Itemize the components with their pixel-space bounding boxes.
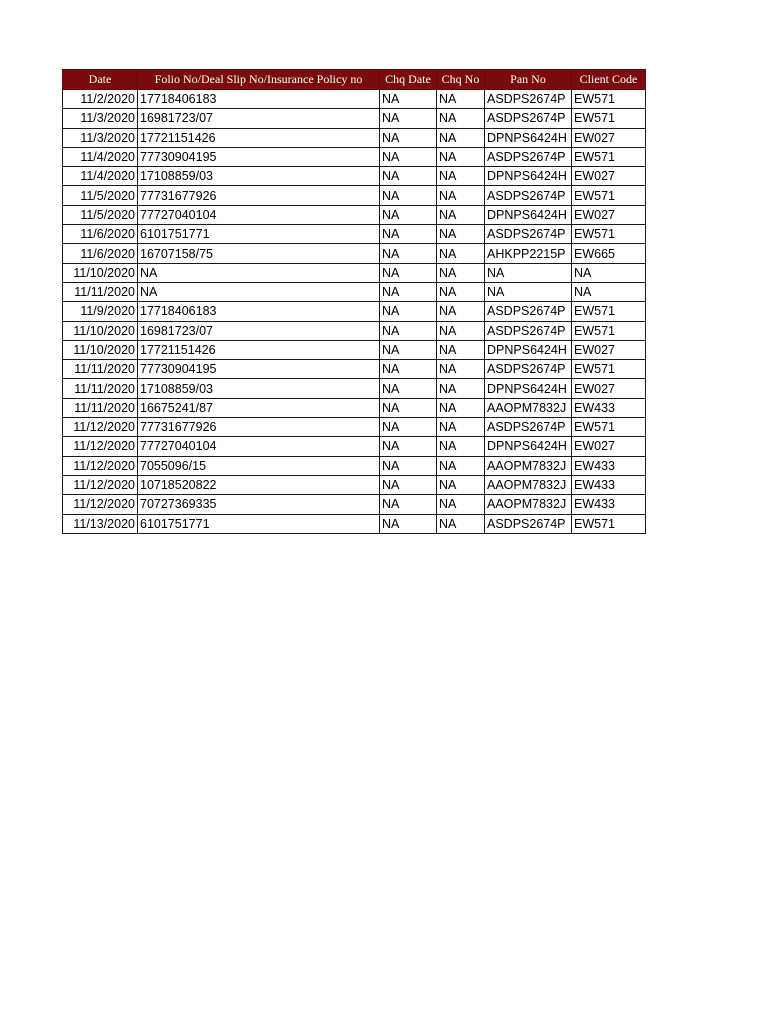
chq-date-cell: NA xyxy=(380,321,437,340)
folio-cell: 77731677926 xyxy=(138,186,380,205)
table-row xyxy=(63,495,646,514)
chq-date-cell: NA xyxy=(380,495,437,514)
pan-cell: ASDPS2674P xyxy=(485,90,572,109)
chq-date-cell: NA xyxy=(380,514,437,533)
client-code-cell: EW433 xyxy=(572,495,646,514)
pan-cell: DPNPS6424H xyxy=(485,167,572,186)
client-code-cell: EW571 xyxy=(572,109,646,128)
chq-date-cell: NA xyxy=(380,263,437,282)
pan-cell: ASDPS2674P xyxy=(485,225,572,244)
chq-date-cell: NA xyxy=(380,244,437,263)
date-cell: 11/3/2020 xyxy=(63,128,138,147)
date-cell: 11/6/2020 xyxy=(63,225,138,244)
table-row xyxy=(63,147,646,166)
table-row xyxy=(63,282,646,301)
chq-date-cell: NA xyxy=(380,418,437,437)
client-code-cell: EW027 xyxy=(572,205,646,224)
table-row xyxy=(63,379,646,398)
folio-cell: 70727369335 xyxy=(138,495,380,514)
date-cell: 11/11/2020 xyxy=(63,282,138,301)
header-client-code: Client Code xyxy=(572,70,646,90)
chq-date-cell: NA xyxy=(380,456,437,475)
chq-no-cell: NA xyxy=(437,398,485,417)
folio-cell: 17718406183 xyxy=(138,90,380,109)
table-row xyxy=(63,109,646,128)
pan-cell: DPNPS6424H xyxy=(485,128,572,147)
folio-cell: NA xyxy=(138,263,380,282)
pan-cell: DPNPS6424H xyxy=(485,205,572,224)
header-chq-date: Chq Date xyxy=(380,70,437,90)
pan-cell: DPNPS6424H xyxy=(485,379,572,398)
header-chq-no: Chq No xyxy=(437,70,485,90)
date-cell: 11/12/2020 xyxy=(63,418,138,437)
folio-cell: NA xyxy=(138,282,380,301)
date-cell: 11/9/2020 xyxy=(63,302,138,321)
folio-cell: 17721151426 xyxy=(138,128,380,147)
pan-cell: AAOPM7832J xyxy=(485,456,572,475)
pan-cell: ASDPS2674P xyxy=(485,514,572,533)
spreadsheet xyxy=(62,69,646,534)
table-row xyxy=(63,437,646,456)
folio-cell: 16707158/75 xyxy=(138,244,380,263)
folio-cell: 77730904195 xyxy=(138,147,380,166)
date-cell: 11/10/2020 xyxy=(63,321,138,340)
chq-date-cell: NA xyxy=(380,340,437,359)
chq-no-cell: NA xyxy=(437,225,485,244)
chq-no-cell: NA xyxy=(437,244,485,263)
chq-no-cell: NA xyxy=(437,514,485,533)
folio-cell: 77727040104 xyxy=(138,205,380,224)
date-cell: 11/4/2020 xyxy=(63,167,138,186)
pan-cell: AAOPM7832J xyxy=(485,475,572,494)
chq-no-cell: NA xyxy=(437,109,485,128)
folio-cell: 17108859/03 xyxy=(138,167,380,186)
folio-cell: 17108859/03 xyxy=(138,379,380,398)
date-cell: 11/13/2020 xyxy=(63,514,138,533)
chq-no-cell: NA xyxy=(437,263,485,282)
table-row xyxy=(63,360,646,379)
client-code-cell: EW571 xyxy=(572,90,646,109)
client-code-cell: EW433 xyxy=(572,456,646,475)
date-cell: 11/3/2020 xyxy=(63,109,138,128)
chq-no-cell: NA xyxy=(437,418,485,437)
chq-no-cell: NA xyxy=(437,282,485,301)
folio-cell: 17718406183 xyxy=(138,302,380,321)
client-code-cell: EW433 xyxy=(572,475,646,494)
table-row xyxy=(63,167,646,186)
pan-cell: AAOPM7832J xyxy=(485,495,572,514)
client-code-cell: EW571 xyxy=(572,321,646,340)
client-code-cell: EW571 xyxy=(572,418,646,437)
table-row xyxy=(63,514,646,533)
table-body xyxy=(63,90,646,534)
header-pan-no: Pan No xyxy=(485,70,572,90)
client-code-cell: EW571 xyxy=(572,360,646,379)
table-row xyxy=(63,205,646,224)
chq-no-cell: NA xyxy=(437,360,485,379)
chq-no-cell: NA xyxy=(437,475,485,494)
client-code-cell: EW571 xyxy=(572,147,646,166)
pan-cell: AHKPP2215P xyxy=(485,244,572,263)
chq-date-cell: NA xyxy=(380,186,437,205)
header-date: Date xyxy=(63,70,138,90)
table-row xyxy=(63,398,646,417)
chq-no-cell: NA xyxy=(437,90,485,109)
folio-cell: 77730904195 xyxy=(138,360,380,379)
client-code-cell: EW027 xyxy=(572,437,646,456)
pan-cell: ASDPS2674P xyxy=(485,418,572,437)
table-row xyxy=(63,90,646,109)
chq-no-cell: NA xyxy=(437,495,485,514)
chq-no-cell: NA xyxy=(437,340,485,359)
date-cell: 11/5/2020 xyxy=(63,205,138,224)
date-cell: 11/12/2020 xyxy=(63,456,138,475)
folio-cell: 10718520822 xyxy=(138,475,380,494)
pan-cell: ASDPS2674P xyxy=(485,147,572,166)
client-code-cell: NA xyxy=(572,263,646,282)
folio-cell: 7055096/15 xyxy=(138,456,380,475)
chq-no-cell: NA xyxy=(437,321,485,340)
client-code-cell: EW027 xyxy=(572,167,646,186)
table-row xyxy=(63,340,646,359)
date-cell: 11/5/2020 xyxy=(63,186,138,205)
chq-no-cell: NA xyxy=(437,186,485,205)
chq-date-cell: NA xyxy=(380,475,437,494)
pan-cell: DPNPS6424H xyxy=(485,437,572,456)
table-row xyxy=(63,225,646,244)
pan-cell: ASDPS2674P xyxy=(485,109,572,128)
chq-date-cell: NA xyxy=(380,302,437,321)
table-row xyxy=(63,128,646,147)
client-code-cell: EW571 xyxy=(572,514,646,533)
client-code-cell: EW571 xyxy=(572,186,646,205)
chq-date-cell: NA xyxy=(380,437,437,456)
folio-cell: 16675241/87 xyxy=(138,398,380,417)
chq-date-cell: NA xyxy=(380,90,437,109)
chq-no-cell: NA xyxy=(437,456,485,475)
date-cell: 11/2/2020 xyxy=(63,90,138,109)
chq-no-cell: NA xyxy=(437,167,485,186)
pan-cell: ASDPS2674P xyxy=(485,186,572,205)
pan-cell: ASDPS2674P xyxy=(485,360,572,379)
client-code-cell: EW027 xyxy=(572,379,646,398)
header-row xyxy=(63,70,646,90)
chq-date-cell: NA xyxy=(380,379,437,398)
folio-cell: 77727040104 xyxy=(138,437,380,456)
client-code-cell: EW027 xyxy=(572,340,646,359)
client-code-cell: EW433 xyxy=(572,398,646,417)
table-row xyxy=(63,186,646,205)
date-cell: 11/11/2020 xyxy=(63,398,138,417)
pan-cell: ASDPS2674P xyxy=(485,321,572,340)
header-folio-no: Folio No/Deal Slip No/Insurance Policy no xyxy=(138,70,380,90)
client-code-cell: EW665 xyxy=(572,244,646,263)
chq-date-cell: NA xyxy=(380,167,437,186)
table-row xyxy=(63,321,646,340)
chq-date-cell: NA xyxy=(380,360,437,379)
date-cell: 11/12/2020 xyxy=(63,495,138,514)
folio-cell: 6101751771 xyxy=(138,514,380,533)
pan-cell: DPNPS6424H xyxy=(485,340,572,359)
folio-cell: 6101751771 xyxy=(138,225,380,244)
chq-date-cell: NA xyxy=(380,398,437,417)
table-row xyxy=(63,263,646,282)
table-row xyxy=(63,475,646,494)
chq-no-cell: NA xyxy=(437,147,485,166)
chq-date-cell: NA xyxy=(380,147,437,166)
table-row xyxy=(63,418,646,437)
folio-cell: 17721151426 xyxy=(138,340,380,359)
transactions-table xyxy=(62,69,646,534)
client-code-cell: EW571 xyxy=(572,302,646,321)
client-code-cell: EW571 xyxy=(572,225,646,244)
date-cell: 11/10/2020 xyxy=(63,263,138,282)
date-cell: 11/4/2020 xyxy=(63,147,138,166)
chq-date-cell: NA xyxy=(380,225,437,244)
folio-cell: 77731677926 xyxy=(138,418,380,437)
date-cell: 11/12/2020 xyxy=(63,437,138,456)
chq-no-cell: NA xyxy=(437,302,485,321)
pan-cell: NA xyxy=(485,282,572,301)
chq-no-cell: NA xyxy=(437,205,485,224)
date-cell: 11/12/2020 xyxy=(63,475,138,494)
chq-no-cell: NA xyxy=(437,128,485,147)
chq-date-cell: NA xyxy=(380,205,437,224)
chq-date-cell: NA xyxy=(380,109,437,128)
client-code-cell: EW027 xyxy=(572,128,646,147)
chq-no-cell: NA xyxy=(437,437,485,456)
date-cell: 11/11/2020 xyxy=(63,360,138,379)
pan-cell: ASDPS2674P xyxy=(485,302,572,321)
client-code-cell: NA xyxy=(572,282,646,301)
folio-cell: 16981723/07 xyxy=(138,109,380,128)
pan-cell: NA xyxy=(485,263,572,282)
pan-cell: AAOPM7832J xyxy=(485,398,572,417)
chq-no-cell: NA xyxy=(437,379,485,398)
table-row xyxy=(63,302,646,321)
table-row xyxy=(63,244,646,263)
table-row xyxy=(63,456,646,475)
date-cell: 11/11/2020 xyxy=(63,379,138,398)
date-cell: 11/6/2020 xyxy=(63,244,138,263)
folio-cell: 16981723/07 xyxy=(138,321,380,340)
date-cell: 11/10/2020 xyxy=(63,340,138,359)
chq-date-cell: NA xyxy=(380,282,437,301)
chq-date-cell: NA xyxy=(380,128,437,147)
